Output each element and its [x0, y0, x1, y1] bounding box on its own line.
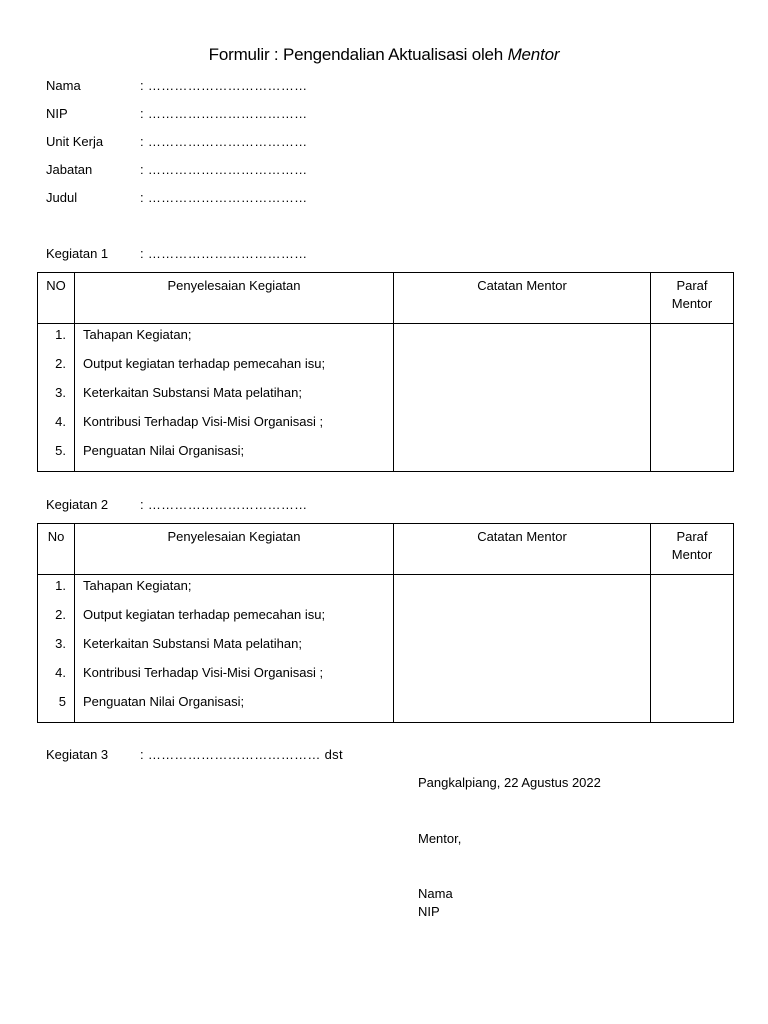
field-label: Nama: [46, 78, 81, 93]
form-title: [0, 45, 768, 65]
list-item: Tahapan Kegiatan;: [83, 327, 192, 342]
list-item: Keterkaitan Substansi Mata pelatihan;: [83, 385, 302, 400]
field-nama: [46, 78, 307, 93]
list-item: Kontribusi Terhadap Visi-Misi Organisasi ;: [83, 414, 324, 429]
header-paraf-line1: Paraf: [676, 278, 708, 293]
signature-nip: NIP: [418, 904, 440, 919]
header-penyelesaian: Penyelesaian Kegiatan: [75, 524, 394, 575]
field-judul: [46, 190, 307, 205]
kegiatan-label: Kegiatan 3: [46, 747, 109, 762]
signature-place-date: Pangkalpiang, 22 Agustus 2022: [418, 775, 601, 790]
table-row: [38, 324, 734, 472]
row-number: 4.: [55, 665, 66, 680]
row-number: 3.: [55, 636, 66, 651]
kegiatan-label: Kegiatan 2: [46, 497, 109, 512]
field-value: : ………………………………: [140, 106, 308, 121]
paraf-mentor-cell[interactable]: [651, 575, 734, 723]
row-number: 5: [58, 694, 66, 709]
field-value: : ………………………………: [140, 190, 308, 205]
row-number: 2.: [55, 607, 66, 622]
header-catatan: Catatan Mentor: [394, 524, 651, 575]
catatan-mentor-cell[interactable]: [394, 575, 651, 723]
kegiatan-value: : ………………………………… dst: [140, 747, 343, 762]
kegiatan-value: : ………………………………: [140, 246, 308, 261]
list-item: Output kegiatan terhadap pemecahan isu;: [83, 607, 326, 622]
header-penyelesaian: Penyelesaian Kegiatan: [75, 273, 394, 324]
table-header-row: [38, 273, 734, 324]
field-nip: [46, 106, 307, 121]
form-title-text: Formulir : Pengendalian Aktualisasi oleh: [208, 45, 508, 64]
header-no: NO: [38, 273, 75, 324]
field-value: : ………………………………: [140, 134, 308, 149]
header-paraf: [651, 524, 734, 575]
field-value: : ………………………………: [140, 162, 308, 177]
header-catatan: Catatan Mentor: [394, 273, 651, 324]
kegiatan-2-table: [37, 523, 734, 723]
number-cell: [38, 324, 75, 472]
field-jabatan: [46, 162, 307, 177]
field-label: Judul: [46, 190, 78, 205]
field-label: NIP: [46, 106, 68, 121]
field-unit-kerja: [46, 134, 307, 149]
items-cell: [75, 324, 394, 472]
header-paraf-line2: Mentor: [671, 547, 713, 562]
list-item: Keterkaitan Substansi Mata pelatihan;: [83, 636, 302, 651]
list-item: Penguatan Nilai Organisasi;: [83, 694, 245, 709]
row-number: 1.: [55, 578, 66, 593]
kegiatan-2-heading: [46, 497, 307, 512]
row-number: 4.: [55, 414, 66, 429]
field-value: : ………………………………: [140, 78, 308, 93]
signature-role: Mentor,: [418, 831, 462, 846]
row-number: 5.: [55, 443, 66, 458]
catatan-mentor-cell[interactable]: [394, 324, 651, 472]
signature-nama: Nama: [418, 886, 453, 901]
table-row: [38, 575, 734, 723]
list-item: Kontribusi Terhadap Visi-Misi Organisasi ;: [83, 665, 324, 680]
header-no: No: [38, 524, 75, 575]
header-paraf-line1: Paraf: [676, 529, 708, 544]
table-header-row: [38, 524, 734, 575]
kegiatan-1-heading: [46, 246, 307, 261]
field-label: Jabatan: [46, 162, 93, 177]
paraf-mentor-cell[interactable]: [651, 324, 734, 472]
header-paraf: [651, 273, 734, 324]
form-title-italic: Mentor: [507, 45, 560, 64]
kegiatan-1-table: [37, 272, 734, 472]
field-label: Unit Kerja: [46, 134, 104, 149]
items-cell: [75, 575, 394, 723]
kegiatan-value: : ………………………………: [140, 497, 308, 512]
list-item: Output kegiatan terhadap pemecahan isu;: [83, 356, 326, 371]
list-item: Penguatan Nilai Organisasi;: [83, 443, 245, 458]
kegiatan-3-heading: [46, 747, 343, 762]
list-item: Tahapan Kegiatan;: [83, 578, 192, 593]
row-number: 1.: [55, 327, 66, 342]
number-cell: [38, 575, 75, 723]
row-number: 2.: [55, 356, 66, 371]
row-number: 3.: [55, 385, 66, 400]
kegiatan-label: Kegiatan 1: [46, 246, 109, 261]
header-paraf-line2: Mentor: [671, 296, 713, 311]
